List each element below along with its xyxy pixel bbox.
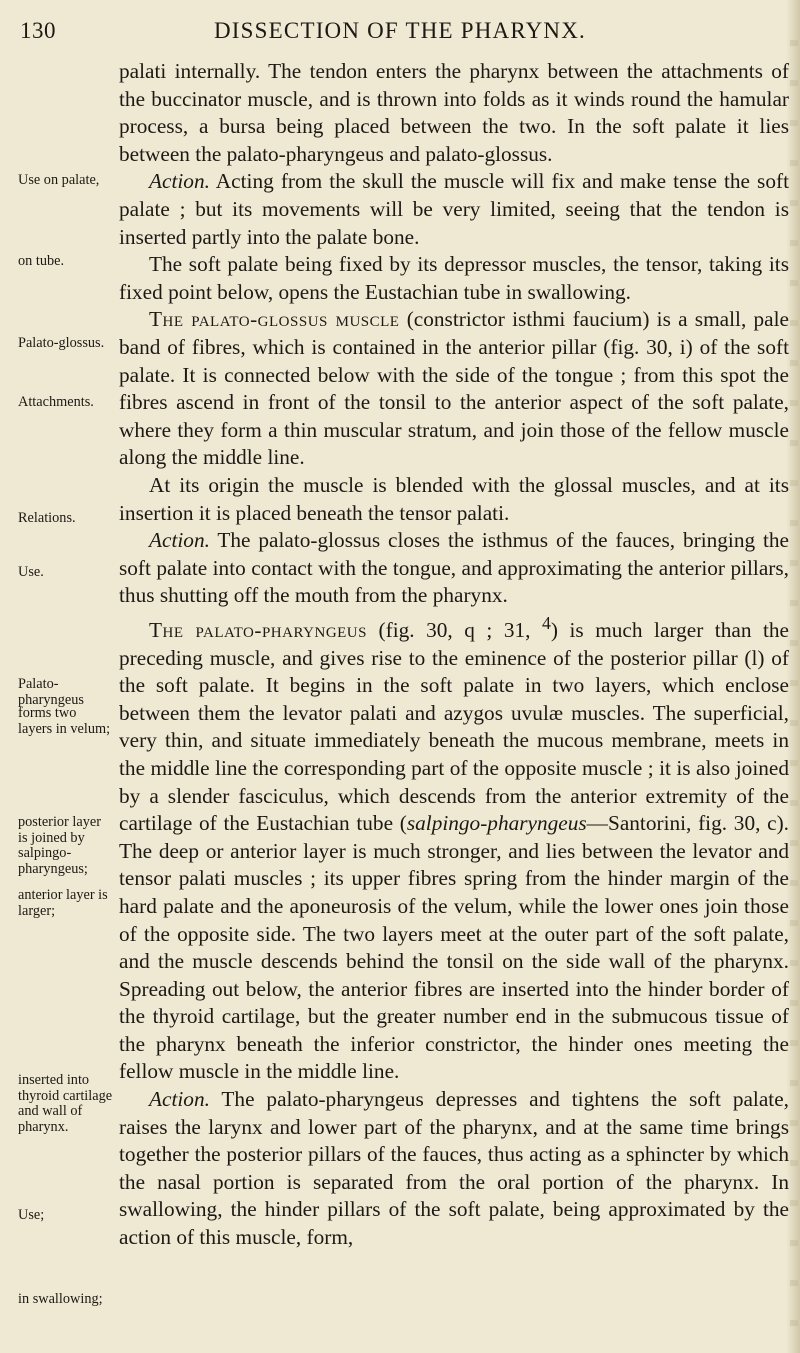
- action-label: Action.: [149, 1087, 210, 1112]
- muscle-heading: The palato-glossus muscle: [149, 307, 400, 332]
- paragraph-text: (constrictor isthmi faucium) is a small, pale band of fibres, which is contained in the anterior pillar (fig. 30, i) of the soft palate. It is connected below with the side of the tongue ; from this spot the fibres ascend in front of the tonsil to the anterior aspect of the soft palate, where they form a thin muscular stratum, and join those of the fellow muscle along the middle line.: [119, 307, 789, 470]
- paragraph-relations: At its origin the muscle is blended with the glossal muscles, and at its insertion it is placed beneath the tensor palati.: [119, 472, 789, 525]
- running-title: DISSECTION OF THE PHARYNX.: [214, 18, 586, 43]
- paragraph-action-pharyngeus: [119, 1086, 789, 1252]
- paragraph-text: The palato-pharyngeus depresses and tightens the soft palate, raises the larynx and lower part of the pharynx, and at the same time brings together the posterior pillars of the fauces, thus acting as a sphincter by which the nasal portion is separated from the oral portion of the pharynx. In swallowing, the hinder pillars of the soft palate, being approximated by the action of this muscle, form,: [119, 1087, 789, 1250]
- paragraph-eustachian: The soft palate being fixed by its depressor muscles, the tensor, taking its fixed point below, opens the Eustachian tube in swallowing.: [119, 252, 789, 304]
- margin-note-use: Use.: [18, 564, 44, 580]
- margin-note-attachments: Attachments.: [18, 394, 94, 410]
- paragraph-palato-pharyngeus: [119, 610, 789, 1086]
- paragraph-action-tensor: [119, 168, 789, 251]
- paragraph-text: (fig. 30, q ; 31,: [367, 617, 542, 642]
- paragraph-tendon: palati internally. The tendon enters the pharynx between the attachments of the buccinator muscle, and is thrown into folds as it winds round the hamular process, a bursa being placed between the two. In the soft palate it lies between the palato-pharyngeus and palato-glossus.: [119, 59, 789, 166]
- margin-note-use-2: Use;: [18, 1207, 45, 1223]
- superscript-ref: 4: [541, 612, 551, 633]
- page-number: 130: [20, 18, 56, 43]
- paragraph-text: —Santorini, fig. 30, c). The deep or anterior layer is much stronger, and lies between the levator and tensor palati muscles ; its upper fibres spring from the hinder margin of the hard palate and the aponeurosis of the velum, while the lower ones join those of the opposite side. The two layers meet at the outer part of the soft palate, and the muscle descends behind the tonsil on the side wall of the pharynx. Spreading out below, the anterior fibres are inserted into the hinder border of the thyroid cartilage, but the greater number end in the submucous tissue of the pharynx beneath the inferior constrictor, the hinder ones meeting the fellow muscle in the middle line.: [119, 811, 790, 1084]
- paragraph-palato-glossus: [119, 306, 789, 472]
- action-label: Action.: [149, 169, 210, 194]
- margin-note-in-swallowing: in swallowing;: [18, 1291, 103, 1307]
- margin-note-palato-glossus: Palato-glossus.: [18, 335, 105, 351]
- paragraph-text: The palato-glossus closes the isthmus of the fauces, bringing the soft palate into contact with the tongue, and approximating the anterior pillars, thus shutting off the mouth from the pharynx.: [119, 528, 789, 608]
- paragraph-action-glossus: [119, 527, 789, 610]
- margin-note-palato-pharyngeus: Palato-pharyngeus: [18, 676, 84, 708]
- action-label: Action.: [149, 528, 210, 553]
- margin-note-relations: Relations.: [18, 510, 76, 526]
- paragraph-text: Acting from the skull the muscle will fix and make tense the soft palate ; but its movements will be very limited, seeing that the tendon is inserted partly into the palate bone.: [119, 169, 789, 249]
- body-text: [119, 58, 789, 1252]
- paragraph-text: ) is much larger than the preceding muscle, and gives rise to the eminence of the posterior pillar (l) of the soft palate. It begins in the soft palate in two layers, which enclose between them the levator palati and azygos uvulæ muscles. The superficial, very thin, and situate immediately beneath the mucous membrane, meets in the middle line the corresponding part of the opposite muscle ; it is also joined by a slender fasciculus, which descends from the anterior extremity of the cartilage of the Eustachian tube (: [119, 617, 790, 836]
- italic-term: salpingo-pharyngeus: [406, 811, 587, 836]
- margin-note-posterior-layer: posterior layer is joined by salpingo-pharyngeus;: [18, 814, 101, 877]
- margin-note-on-tube: on tube.: [18, 253, 65, 269]
- margin-note-forms-two-layers: forms two layers in velum;: [18, 705, 111, 737]
- page-edge-shading: [790, 40, 798, 1340]
- muscle-heading: The palato-pharyngeus: [149, 617, 367, 642]
- margin-note-inserted: inserted into thyroid cartilage and wall of pharynx.: [18, 1072, 113, 1135]
- margin-note-anterior-layer: anterior layer is larger;: [18, 887, 108, 919]
- margin-note-use-on-palate: Use on palate,: [18, 172, 100, 188]
